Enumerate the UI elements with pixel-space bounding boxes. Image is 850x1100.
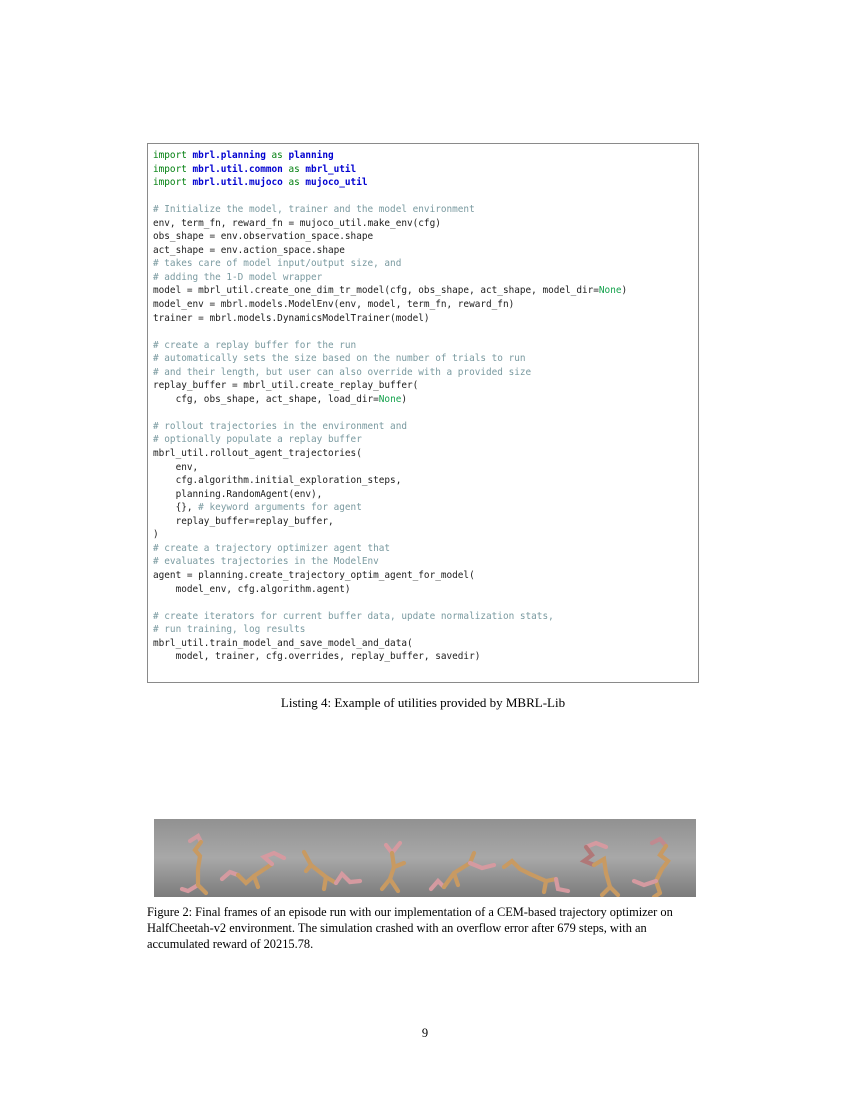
- code-token: ): [153, 529, 159, 541]
- code-token: model, trainer, cfg.overrides, replay_buffer, savedir): [153, 651, 481, 663]
- code-token: import: [153, 150, 193, 161]
- code-line: [153, 474, 698, 488]
- code-token: mbrl.planning: [192, 150, 266, 161]
- code-token: # create a replay buffer for the run: [153, 339, 357, 351]
- code-token: # create a trajectory optimizer agent that: [153, 542, 391, 554]
- code-line: [153, 271, 698, 285]
- code-line: [153, 610, 698, 624]
- code-line: [153, 623, 698, 637]
- code-line: [153, 555, 698, 569]
- code-token: planning.RandomAgent(env),: [153, 488, 323, 500]
- code-token: planning: [288, 150, 334, 161]
- code-line: [153, 569, 698, 583]
- code-line: [153, 515, 698, 529]
- code-line: [153, 217, 698, 231]
- code-token: import: [153, 163, 193, 175]
- code-token: # automatically sets the size based on the number of trials to run: [153, 353, 526, 365]
- code-token: model_env = mbrl.models.ModelEnv(env, model, term_fn, reward_fn): [153, 299, 515, 311]
- code-token: model = mbrl_util.create_one_dim_tr_model(cfg, obs_shape, act_shape, model_dir=: [153, 285, 599, 297]
- code-token: as: [282, 163, 306, 175]
- code-line: [153, 352, 698, 366]
- code-line: [153, 406, 698, 420]
- code-token: replay_buffer = mbrl_util.create_replay_buffer(: [153, 380, 419, 392]
- code-token: ): [621, 285, 628, 297]
- code-line: [153, 461, 698, 475]
- code-token: mbrl.util.common: [192, 163, 283, 175]
- code-line: [153, 447, 698, 461]
- code-token: as: [282, 177, 306, 189]
- code-token: obs_shape = env.observation_space.shape: [153, 231, 374, 243]
- figure-caption: Figure 2: Final frames of an episode run with our implementation of a CEM-based trajectory optimizer on HalfCheetah-v2 environment. The simulation crashed with an overflow error after 679 steps, with an accumulated reward of 20215.78.: [147, 905, 673, 952]
- code-line: [153, 163, 698, 177]
- code-token: mbrl_util.rollout_agent_trajectories(: [153, 448, 362, 460]
- code-token: mujoco_util: [305, 177, 368, 189]
- code-listing-block: [147, 143, 699, 683]
- code-token: cfg.algorithm.initial_exploration_steps,: [153, 475, 402, 487]
- listing-caption: Listing 4: Example of utilities provided by MBRL-Lib: [280, 695, 566, 710]
- code-token: import: [153, 177, 193, 189]
- code-token: # takes care of model input/output size, and: [153, 258, 402, 270]
- code-line: [153, 244, 698, 258]
- code-token: env,: [153, 461, 199, 473]
- code-token: act_shape = env.action_space.shape: [153, 244, 345, 256]
- code-line: [153, 339, 698, 353]
- code-token: None: [378, 393, 402, 405]
- code-line: [153, 312, 698, 326]
- code-line: [153, 149, 698, 163]
- code-token: mbrl_util: [305, 163, 357, 175]
- code-line: [153, 650, 698, 664]
- code-token: # evaluates trajectories in the ModelEnv: [153, 556, 379, 568]
- code-line: [153, 284, 698, 298]
- code-line: [153, 257, 698, 271]
- code-token: as: [265, 150, 289, 161]
- code-line: [153, 190, 698, 204]
- code-token: model_env, cfg.algorithm.agent): [153, 583, 351, 595]
- code-token: # Initialize the model, trainer and the model environment: [153, 204, 475, 216]
- halfcheetah-frames-svg: [154, 819, 696, 897]
- code-token: # optionally populate a replay buffer: [153, 434, 362, 446]
- code-line: [153, 176, 698, 190]
- code-token: trainer = mbrl.models.DynamicsModelTrainer(model): [153, 312, 430, 324]
- code-line: [153, 393, 698, 407]
- code-token: cfg, obs_shape, act_shape, load_dir=: [153, 393, 379, 405]
- code-token: # keyword arguments for agent: [198, 502, 362, 514]
- code-line: [153, 298, 698, 312]
- code-token: # create iterators for current buffer data, update normalization stats,: [153, 610, 554, 622]
- code-token: None: [598, 285, 622, 297]
- code-line: [153, 542, 698, 556]
- code-line: [153, 501, 698, 515]
- code-token: # rollout trajectories in the environment and: [153, 420, 407, 432]
- code-line: [153, 325, 698, 339]
- code-line: [153, 488, 698, 502]
- code-token: # run training, log results: [153, 624, 306, 636]
- code-listing-content: [148, 144, 698, 664]
- code-token: replay_buffer=replay_buffer,: [153, 515, 334, 527]
- code-token: ): [401, 393, 408, 405]
- code-token: # and their length, but user can also override with a provided size: [153, 366, 532, 378]
- code-line: [153, 203, 698, 217]
- code-token: {},: [153, 502, 199, 514]
- code-line: [153, 379, 698, 393]
- code-line: [153, 433, 698, 447]
- code-token: mbrl_util.train_model_and_save_model_and_data(: [153, 637, 413, 649]
- code-token: agent = planning.create_trajectory_optim_agent_for_model(: [153, 569, 475, 581]
- page-number: 9: [421, 1026, 429, 1040]
- code-token: mbrl.util.mujoco: [192, 177, 283, 189]
- code-line: [153, 420, 698, 434]
- code-line: [153, 583, 698, 597]
- code-token: # adding the 1-D model wrapper: [153, 271, 323, 283]
- code-line: [153, 366, 698, 380]
- code-line: [153, 596, 698, 610]
- code-token: env, term_fn, reward_fn = mujoco_util.make_env(cfg): [153, 217, 441, 229]
- code-line: [153, 528, 698, 542]
- code-line: [153, 637, 698, 651]
- code-line: [153, 230, 698, 244]
- halfcheetah-figure-image: [154, 819, 696, 897]
